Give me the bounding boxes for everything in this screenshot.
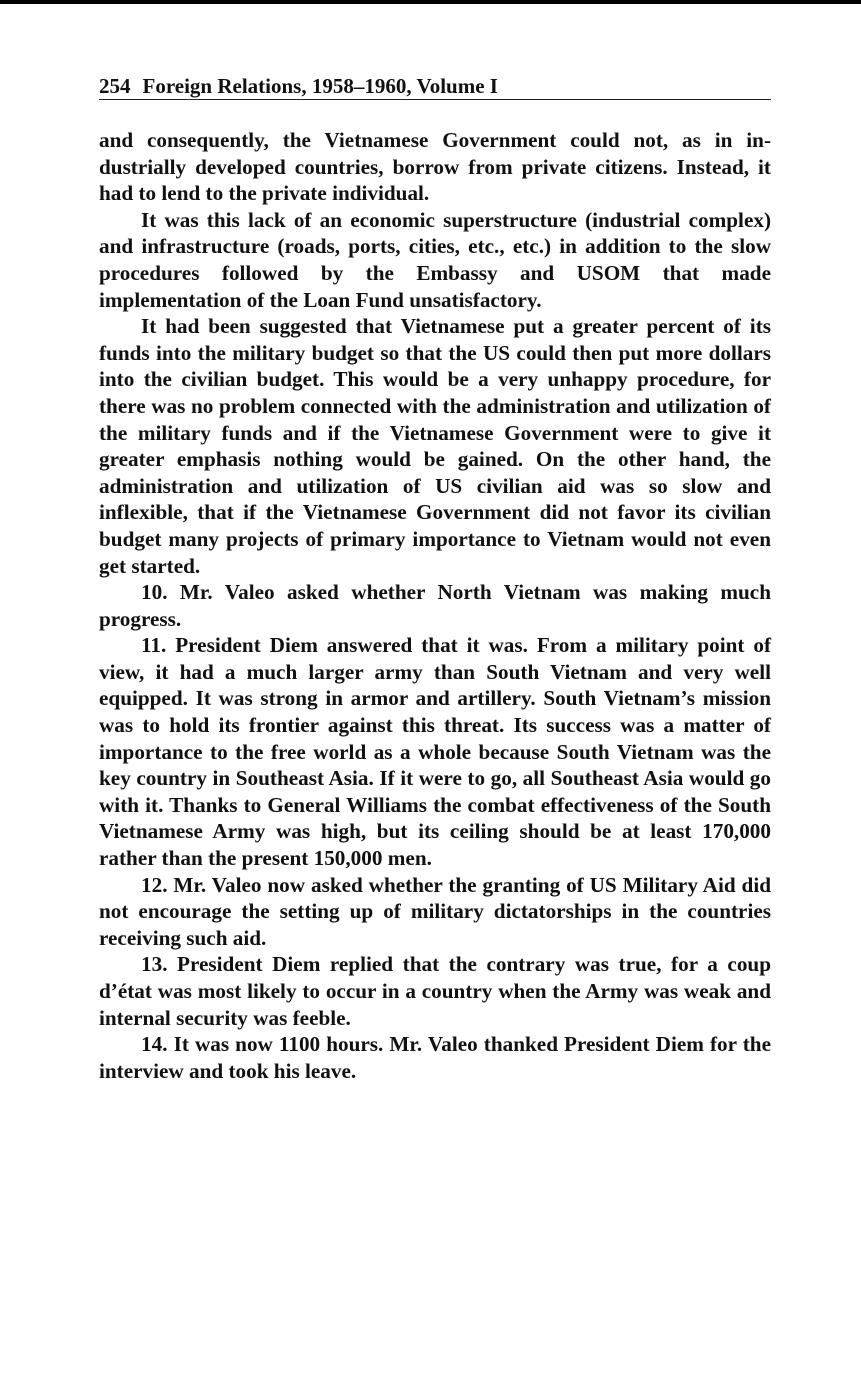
paragraph-13: 13. President Diem replied that the contrary was true, for a coup d’état was most likely to occur in a country when the Army was weak and internal security was feeble. [99,952,771,1030]
paragraph-11: 11. President Diem answered that it was. From a military point of view, it had a much larger army than South Vietnam and very well equipped. It was strong in armor and artillery. South Vietnam’s mission was to hold its frontier against this threat. Its success was a matter of importance to the free world as a whole because South Vietnam was the key country in Southeast Asia. If it were to go, all Southeast Asia would go with it. Thanks to General Williams the combat effectiveness of the South Vietnamese Army was high, but its ceiling should be at least 170,000 rather than the present 150,000 men. [99,633,771,871]
page-number: 254 [99,74,131,98]
paragraph-continuation: and consequently, the Vietnamese Government could not, as in industrially developed countries, borrow from private citizens. Instead, it had to lend to the private individual. [99,128,771,206]
body-text [99,127,771,1084]
paragraph-10: 10. Mr. Valeo asked whether North Vietnam was making much progress. [99,580,771,631]
paragraph-12: 12. Mr. Valeo now asked whether the granting of US Military Aid did not encourage the setting up of military dictatorships in the countries receiving such aid. [99,872,771,950]
paragraph-14: 14. It was now 1100 hours. Mr. Valeo thanked President Diem for the interview and took his leave. [99,1032,771,1083]
paragraph-military-budget: It had been suggested that Vietnamese put a greater percent of its funds into the military budget so that the US could then put more dollars into the civilian budget. This would be a very unhappy procedure, for there was no problem connected with the administration and utilization of the military funds and if the Vietnamese Government were to give it greater emphasis nothing would be gained. On the other hand, the administration and utilization of US civilian aid was so slow and inflexible, that if the Vietnamese Government did not favor its civilian budget many projects of primary importance to Vietnam would not even get started. [99,314,771,578]
paragraph-infrastructure: It was this lack of an economic superstructure (industrial complex) and infrastructure (roads, ports, cities, etc., etc.) in addition to the slow procedures followed by the Embassy and USOM that made implementation of the Loan Fund unsatisfactory. [99,207,771,312]
running-title: Foreign Relations, 1958–1960, Volume I [142,74,498,98]
page-top-edge [0,0,861,4]
running-header [99,73,771,100]
